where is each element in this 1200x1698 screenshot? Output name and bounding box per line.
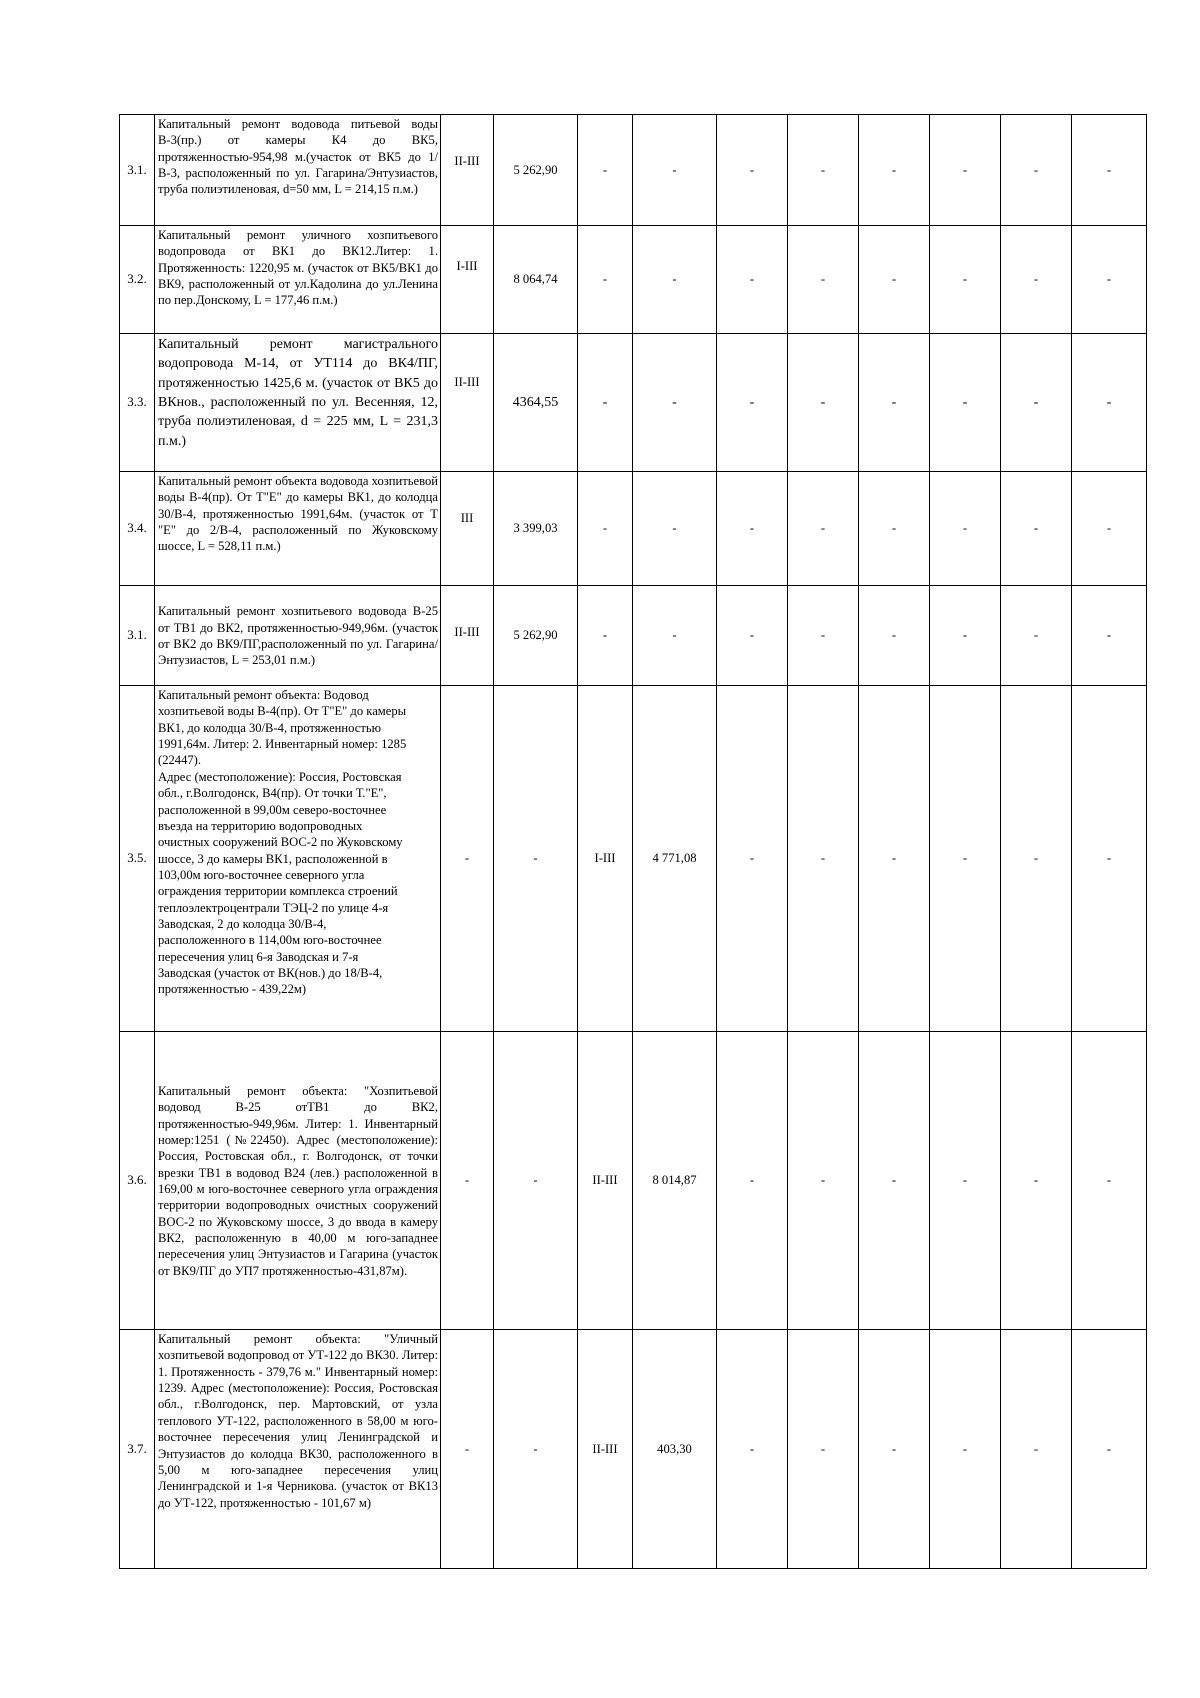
description-line: Капитальный ремонт объекта: Водовод <box>158 688 369 702</box>
row-cost: 5 262,90 <box>494 586 578 686</box>
description-line: Заводская (участок от ВК(нов.) до 18/В-4, <box>158 966 383 981</box>
table-row <box>120 226 1147 334</box>
row-category: II-III <box>441 334 494 472</box>
description-line: хозпитьевой воды В-4(пр). От Т"Е" до камеры <box>158 704 407 719</box>
row-number: 3.4. <box>120 472 155 586</box>
row-cell: - <box>1072 1330 1147 1569</box>
row-number: 3.1. <box>120 115 155 226</box>
row-description <box>155 686 441 1032</box>
row-cell: - <box>1001 226 1072 334</box>
row-cell: - <box>930 115 1001 226</box>
row-cell: - <box>1001 334 1072 472</box>
row-cell: - <box>1072 226 1147 334</box>
description-line: расположенной в 99,00м северо-восточнее <box>158 802 387 817</box>
row-cell: - <box>930 1330 1001 1569</box>
description-line: 1991,64м. Литер: 2. Инвентарный номер: 1285 <box>158 737 407 752</box>
row-cell: - <box>633 472 717 586</box>
row-cell: - <box>633 586 717 686</box>
row-cell: - <box>930 472 1001 586</box>
row-cell: - <box>788 334 859 472</box>
row-cell: - <box>1001 1032 1072 1330</box>
table-row <box>120 686 1147 1032</box>
description-line: въезда на территорию водопроводных <box>158 818 363 833</box>
row-cell: - <box>717 115 788 226</box>
description-line: очистных сооружений ВОС-2 по Жуковскому <box>158 835 403 850</box>
row-cell: - <box>1072 115 1147 226</box>
row-number: 3.2. <box>120 226 155 334</box>
description-line: пересечения улиц 6-я Заводская и 7-я <box>158 949 359 964</box>
row-description: Капитальный ремонт магистрального водопровода М-14, от УТ114 до ВК4/ПГ, протяженностью 1425,6 м. (участок от ВК5 до ВКнов., расположенный по ул. Весенняя, 12, труба полиэтиленовая, d = 225 мм, L = 231,3 п.м.) <box>155 334 441 472</box>
row-cell: - <box>1001 586 1072 686</box>
row-cell: - <box>930 334 1001 472</box>
description-line: Адрес (местоположение): Россия, Ростовская <box>158 769 402 784</box>
row-category: I-III <box>441 226 494 334</box>
row-cell: - <box>578 586 633 686</box>
row-cell: - <box>859 115 930 226</box>
row-cost: 8 014,87 <box>633 1032 717 1330</box>
row-cell: - <box>1072 334 1147 472</box>
table-row <box>120 586 1147 686</box>
row-cell: - <box>1072 1032 1147 1330</box>
row-cell: - <box>1001 115 1072 226</box>
row-cell: - <box>859 586 930 686</box>
row-description: Капитальный ремонт водовода питьевой воды В-3(пр.) от камеры К4 до ВК5, протяженностью-954,98 м.(участок от ВК5 до 1/В-3, расположенный по ул. Гагарина/Энтузиастов, труба полиэтиленовая, d=50 мм, L = 214,15 п.м.) <box>155 115 441 226</box>
row-cell: - <box>494 1032 578 1330</box>
row-cell: - <box>930 686 1001 1032</box>
row-cell: - <box>633 226 717 334</box>
row-cell: - <box>788 115 859 226</box>
row-cell: - <box>441 1032 494 1330</box>
row-cost: 403,30 <box>633 1330 717 1569</box>
row-cell: - <box>930 1032 1001 1330</box>
table-row <box>120 115 1147 226</box>
row-cost: 4 771,08 <box>633 686 717 1032</box>
row-description: Капитальный ремонт объекта: "Хозпитьевой водовод В-25 отТВ1 до ВК2, протяженностью-949,96м. Литер: 1. Инвентарный номер:1251 (№22450). Адрес (местоположение): Россия, Ростовская обл., г. Волгодонск, от точки врезки ТВ1 в водовод В24 (лев.) расположенной в 169,00 м юго-восточнее северного угла ограждения территории водопроводных очистных сооружений ВОС-2 по Жуковскому шоссе, 3 до ввода в камеру ВК2, расположенную в 40,00 м юго-западнее пересечения улиц Энтузиастов и Гагарина (участок от ВК9/ПГ до УП7 протяженностью-431,87м). <box>155 1032 441 1330</box>
row-cell: - <box>494 686 578 1032</box>
row-cell: - <box>578 334 633 472</box>
row-cell: - <box>717 1330 788 1569</box>
row-description: Капитальный ремонт уличного хозпитьевого водопровода от ВК1 до ВК12.Литер: 1. Протяженность: 1220,95 м. (участок от ВК5/ВК1 до ВК9, расположенный от ул.Кадолина до ул.Ленина по пер.Донскому, L = 177,46 п.м.) <box>155 226 441 334</box>
row-cell: - <box>1072 472 1147 586</box>
row-description: Капитальный ремонт объекта водовода хозпитьевой воды В-4(пр). От Т"Е" до камеры ВК1, до колодца 30/В-4, протяженностью 1991,64м. (участок от Т "Е" до 2/В-4, расположенный по Жуковскому шоссе, L = 528,11 п.м.) <box>155 472 441 586</box>
table-row <box>120 334 1147 472</box>
description-line: теплоэлектроцентрали ТЭЦ-2 по улице 4-я <box>158 900 389 915</box>
row-cell: - <box>494 1330 578 1569</box>
row-cost: 3 399,03 <box>494 472 578 586</box>
row-category: I-III <box>578 686 633 1032</box>
table-row <box>120 1032 1147 1330</box>
row-cell: - <box>717 226 788 334</box>
row-category: II-III <box>441 115 494 226</box>
description-line: расположенного в 114,00м юго-восточнее <box>158 933 382 948</box>
description-line: обл., г.Волгодонск, В4(пр). От точки Т."Е", <box>158 786 387 801</box>
row-cost: 8 064,74 <box>494 226 578 334</box>
row-description: Капитальный ремонт объекта: "Уличный хозпитьевой водопровод от УТ-122 до ВК30. Литер: 1. Протяженность - 379,76 м." Инвентарный номер: 1239. Адрес (местоположение): Россия, Ростовская обл., г.Волгодонск, пер. Мартовский, от узла теплового УТ-122, расположенного в 58,00 м юго-восточнее пересечения улиц Ленинградской и Энтузиастов до колодца ВК30, расположенного в 5,00 м юго-западнее пересечения улиц Ленинградской и 1-я Черникова. (участок от ВК13 до УТ-122, протяженностью - 101,67 м) <box>155 1330 441 1569</box>
description-line: шоссе, 3 до камеры ВК1, расположенной в <box>158 851 388 866</box>
row-category: II-III <box>578 1032 633 1330</box>
row-cell: - <box>1072 586 1147 686</box>
row-cell: - <box>930 586 1001 686</box>
row-cell: - <box>788 1330 859 1569</box>
row-cell: - <box>717 586 788 686</box>
row-category: III <box>441 472 494 586</box>
works-table <box>119 114 1147 1569</box>
row-cell: - <box>788 686 859 1032</box>
row-cell: - <box>633 115 717 226</box>
row-cell: - <box>859 472 930 586</box>
row-cell: - <box>788 226 859 334</box>
row-cost: 5 262,90 <box>494 115 578 226</box>
row-cell: - <box>633 334 717 472</box>
table-row <box>120 1330 1147 1569</box>
row-cell: - <box>788 586 859 686</box>
row-cell: - <box>578 115 633 226</box>
description-line: (22447). <box>158 753 202 768</box>
row-cell: - <box>717 686 788 1032</box>
row-cell: - <box>859 1032 930 1330</box>
description-line: Заводская, 2 до колодца 30/В-4, <box>158 917 327 932</box>
row-cost: 4364,55 <box>494 334 578 472</box>
row-cell: - <box>441 686 494 1032</box>
row-cell: - <box>859 226 930 334</box>
row-category: II-III <box>441 586 494 686</box>
row-cell: - <box>859 334 930 472</box>
row-category: II-III <box>578 1330 633 1569</box>
row-cell: - <box>717 334 788 472</box>
row-cell: - <box>1001 472 1072 586</box>
row-number: 3.7. <box>120 1330 155 1569</box>
description-line: ограждения территории комплекса строений <box>158 884 398 899</box>
row-number: 3.6. <box>120 1032 155 1330</box>
row-cell: - <box>1001 686 1072 1032</box>
row-cell: - <box>930 226 1001 334</box>
row-cell: - <box>717 472 788 586</box>
row-cell: - <box>859 1330 930 1569</box>
row-number: 3.3. <box>120 334 155 472</box>
row-cell: - <box>717 1032 788 1330</box>
description-line: 103,00м юго-восточнее северного угла <box>158 867 365 882</box>
row-number: 3.1. <box>120 586 155 686</box>
row-cell: - <box>578 472 633 586</box>
description-line: ВК1, до колодца 30/В-4, протяженностью <box>158 720 381 735</box>
row-cell: - <box>1072 686 1147 1032</box>
table-row <box>120 472 1147 586</box>
row-cell: - <box>788 472 859 586</box>
description-line: протяженностью - 439,22м) <box>158 982 307 997</box>
row-cell: - <box>788 1032 859 1330</box>
row-number: 3.5. <box>120 686 155 1032</box>
row-cell: - <box>1001 1330 1072 1569</box>
row-cell: - <box>578 226 633 334</box>
row-description: Капитальный ремонт хозпитьевого водовода В-25 от ТВ1 до ВК2, протяженностью-949,96м. (участок от ВК2 до ВК9/ПГ,расположенный по ул. Гагарина/Энтузиастов, L = 253,01 п.м.) <box>155 586 441 686</box>
row-cell: - <box>859 686 930 1032</box>
row-cell: - <box>441 1330 494 1569</box>
